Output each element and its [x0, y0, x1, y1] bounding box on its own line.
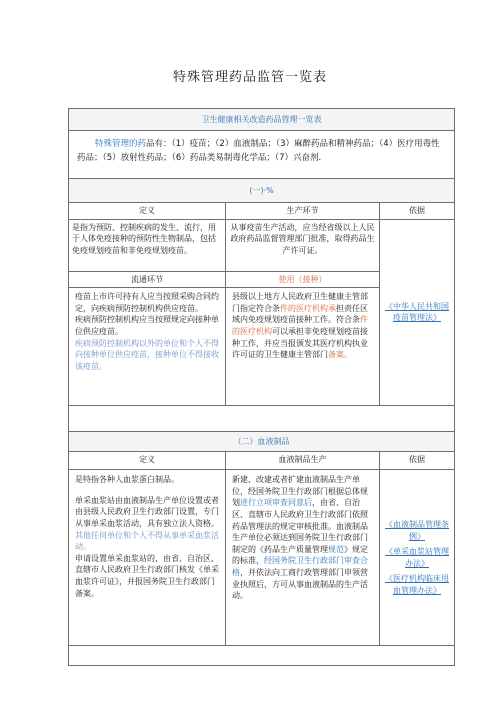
circulation-para-3: 疾病预防控制机构以外的单位和个人不得向接种单位供应疫苗，接种单位不得接收该疫苗。	[75, 338, 219, 371]
blood-law-link-1[interactable]: 《血液制品管理条例》	[385, 519, 449, 541]
vaccine-use	[226, 288, 380, 406]
blood-law-link-3[interactable]: 《医疗机构临床用血管理办法》	[385, 574, 449, 595]
use-text-3: 可以承担非免疫规划疫苗接种工作，并应当报颁发其医疗机构执业许可证的卫生健康主管部门	[232, 326, 368, 360]
blood-production	[226, 470, 380, 646]
section-vaccine-title: (一)·%	[69, 179, 455, 203]
blood-header-basis: 依据	[380, 452, 455, 470]
vaccine-definition-row	[69, 219, 455, 271]
blood-definition	[69, 470, 226, 646]
section-blood-title: （二）血液制品	[69, 432, 455, 452]
blood-detail-row	[69, 470, 455, 646]
vaccine-circulation	[69, 288, 226, 406]
intro-highlight: 特殊管理的药	[95, 139, 147, 149]
header-use: 使用（接种）	[226, 271, 380, 288]
vaccine-production: 从事疫苗生产活动，应当经省级以上人民政府药品监督管理部门批准，取得药品生产许可证。	[226, 219, 380, 271]
prod-text-4: ，并依法向工商行政管理部门申领营业执照后，方可从事血液制品的生产活动。	[232, 567, 368, 601]
blood-def-para-2	[75, 495, 219, 553]
blood-law-link-2[interactable]: 《单采血浆站管理办法》	[385, 547, 449, 568]
spacer-cell	[69, 406, 455, 432]
use-highlight-1: 件的医疗机构承	[280, 303, 336, 313]
table-title: 卫生健康相关改造药品管理一览表	[69, 109, 455, 131]
use-highlight-3: 备案。	[328, 350, 352, 360]
blood-header-definition: 定义	[69, 452, 226, 470]
blood-def-highlight: 其他任何单位和个人不得从事单采血浆活动。	[75, 530, 219, 552]
blood-header-row	[69, 452, 455, 470]
blood-header-production: 血液制品生产	[226, 452, 380, 470]
blood-def-text: 单采血浆站由血液制品生产单位设置或者由县级人民政府卫生行政部门设置，专门从事单采血浆活动，具有独立法人资格。	[75, 495, 219, 528]
use-text-1: 县级以上地方人民政府卫生健康主管部门指定符合条	[232, 292, 368, 313]
blood-def-para-3: 申请设置单采血浆站的，由省、自治区、直辖市人民政府卫生行政部门核发《单采血浆许可证》，并报国务院卫生行政部门备案。	[75, 553, 219, 598]
vaccine-law-link[interactable]: 《中华人民共和国疫苗管理法》	[385, 301, 449, 323]
vaccine-definition: 是指为预防、控制疾病的发生、流行，用于人体免疫接种的预防性生物制品，包括免疫规划疫苗和非免疫规划疫苗。	[69, 219, 226, 271]
section-blood-row	[69, 432, 455, 452]
prod-highlight-3: 经国务院卫生行政部门审查合格	[232, 556, 368, 577]
prod-highlight-1: 进行立项审查同意后	[240, 498, 312, 508]
use-highlight-2: 件的医疗机构	[232, 315, 368, 336]
header-basis: 依据	[380, 203, 455, 220]
blood-def-para-1: 是特指各种人血浆蛋白制品。	[75, 475, 179, 485]
prod-highlight-2: 规范	[328, 544, 344, 554]
trailing-row	[69, 646, 455, 666]
intro-body: 品有：（1）疫苗；（2）血液制品；（3）麻醉药品和精神药品；（4）医疗用毒性药品；（5）放射性药品；（6）药品类易制毒化学品；（7）兴奋剂.	[77, 139, 440, 164]
vaccine-basis-cell	[380, 219, 455, 406]
prod-text-1: 新建、改建或者扩建血液制品生产单位，经国务院卫生行政部门根据总体规划	[232, 475, 368, 508]
circulation-para-2: 疾病预防控制机构应当按照规定向接种单位供应疫苗。	[75, 315, 219, 336]
prod-text-2: ，由省、自治区、直辖市人民政府卫生行政部门依照药品管理法的规定审核批准。血液制品生产单位必须达到国务院卫生行政部门制定的《药品生产质量管理	[232, 498, 368, 554]
intro-row	[69, 131, 455, 179]
circulation-para-1: 疫苗上市许可持有人应当按照采购合同约定，向疾病预防控制机构供应疫苗。	[75, 292, 219, 313]
section-vaccine-row	[69, 179, 455, 203]
table-title-row	[69, 109, 455, 131]
header-definition: 定义	[69, 203, 226, 220]
header-production: 生产环节	[226, 203, 380, 220]
prod-text-3: 》规定的标准，	[232, 544, 368, 566]
spacer-row	[69, 406, 455, 432]
page-title: 特殊管理药品监管一览表	[172, 70, 327, 85]
header-circulation: 流通环节	[69, 271, 226, 288]
drug-regulation-table	[68, 108, 455, 666]
trailing-cell	[69, 646, 455, 666]
use-text-2: 担责任区域内免疫规划疫苗接种工作。符合条	[232, 303, 368, 325]
blood-basis-cell	[380, 470, 455, 646]
intro-text	[69, 131, 455, 179]
vaccine-header-row	[69, 203, 455, 220]
